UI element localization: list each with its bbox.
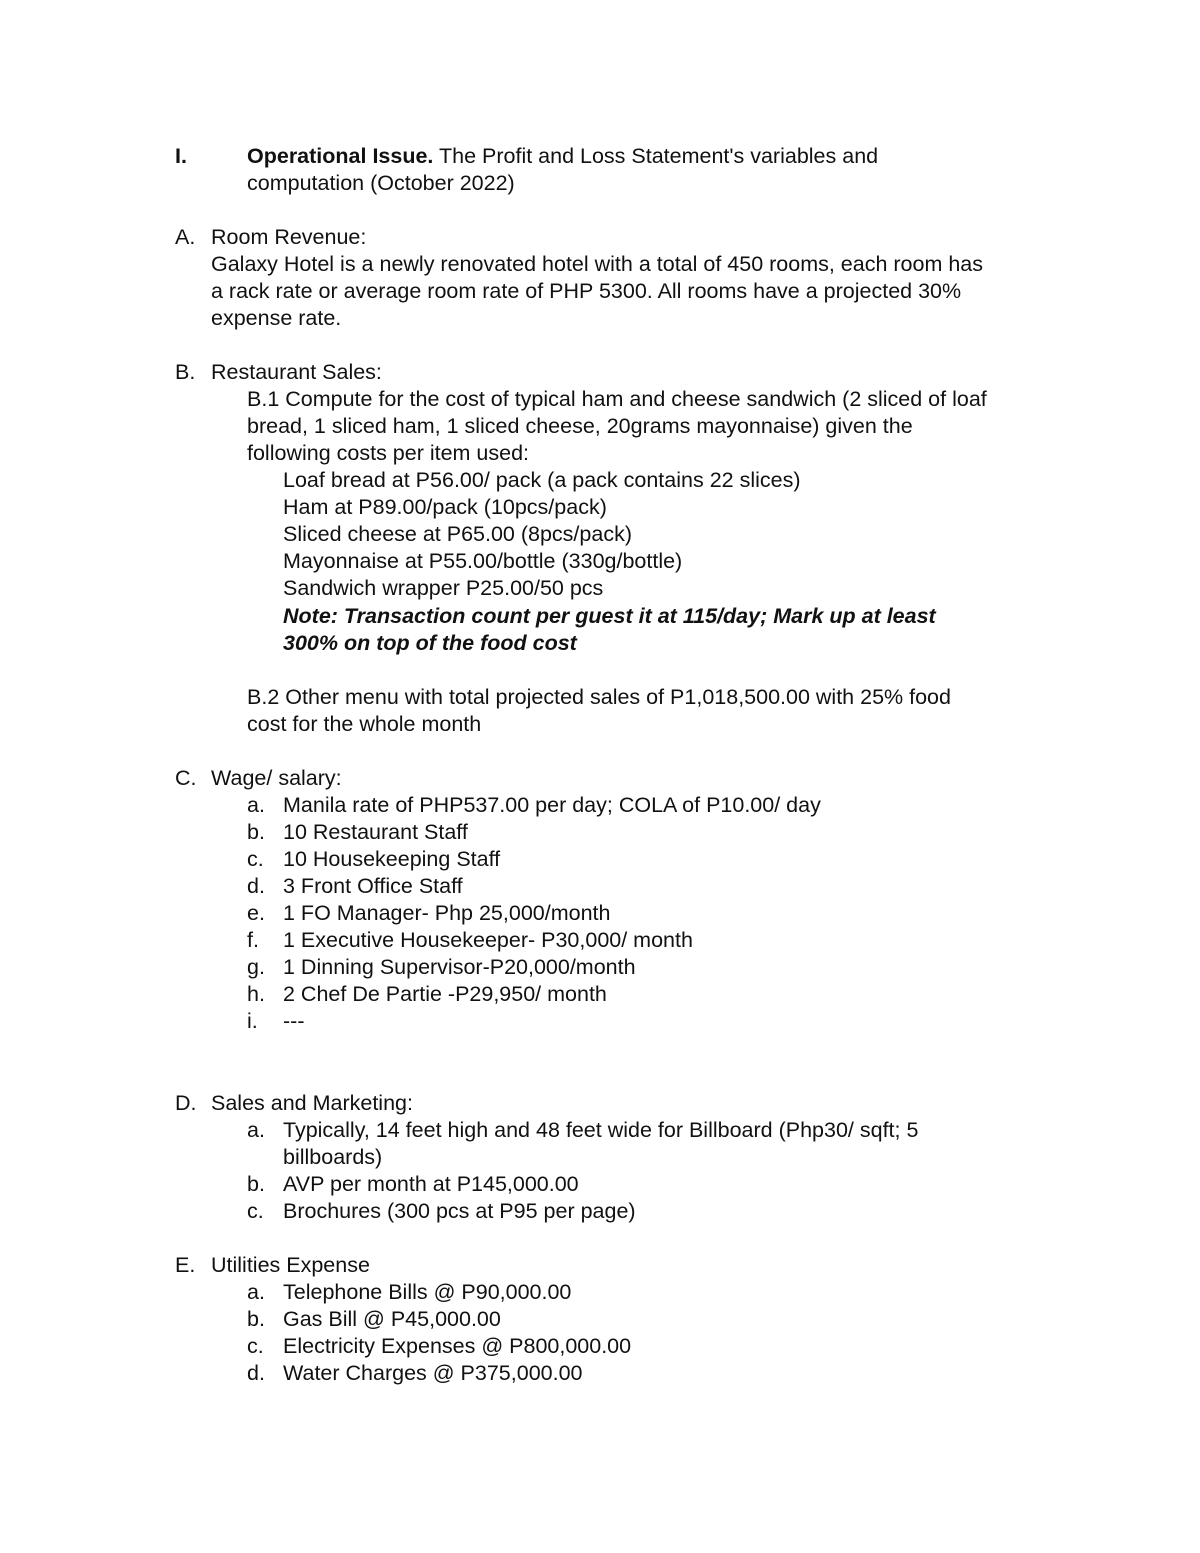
sub-marker: c. — [247, 1199, 264, 1223]
paragraph-line: B.1 Compute for the cost of typical ham and cheese sandwich (2 sliced of loaf — [247, 387, 987, 411]
paragraph-line: cost for the whole month — [247, 712, 482, 736]
restaurant-sales-title: Restaurant Sales: — [211, 360, 382, 384]
note-line: 300% on top of the food cost — [283, 631, 577, 655]
section-title — [247, 143, 878, 170]
list-item: AVP per month at P145,000.00 — [283, 1172, 579, 1196]
sub-marker: a. — [247, 1118, 265, 1142]
note-line: Note: Transaction count per guest it at 115/day; Mark up at least — [283, 604, 936, 628]
sales-marketing-title: Sales and Marketing: — [211, 1091, 413, 1115]
list-item-continuation: billboards) — [283, 1145, 383, 1169]
list-item: Electricity Expenses @ P800,000.00 — [283, 1334, 632, 1358]
list-marker: E. — [175, 1253, 196, 1277]
sub-marker: e. — [247, 901, 265, 925]
sub-marker: c. — [247, 1334, 264, 1358]
sub-marker: c. — [247, 847, 264, 871]
cost-item: Sliced cheese at P65.00 (8pcs/pack) — [283, 522, 632, 546]
section-title-line2: computation (October 2022) — [247, 171, 515, 195]
list-item: 10 Housekeeping Staff — [283, 847, 501, 871]
utilities-expense-title: Utilities Expense — [211, 1253, 370, 1277]
sub-marker: a. — [247, 793, 265, 817]
list-item: 1 FO Manager- Php 25,000/month — [283, 901, 611, 925]
cost-item: Sandwich wrapper P25.00/50 pcs — [283, 576, 604, 600]
sub-marker: b. — [247, 820, 265, 844]
list-item: --- — [283, 1009, 305, 1033]
paragraph-line: a rack rate or average room rate of PHP 5300. All rooms have a projected 30% — [211, 279, 962, 303]
sub-marker: h. — [247, 982, 265, 1006]
list-item: Typically, 14 feet high and 48 feet wide for Billboard (Php30/ sqft; 5 — [283, 1118, 919, 1142]
list-item: 2 Chef De Partie -P29,950/ month — [283, 982, 607, 1006]
list-item: Telephone Bills @ P90,000.00 — [283, 1280, 572, 1304]
list-marker: A. — [175, 225, 196, 249]
sub-marker: i. — [247, 1009, 258, 1033]
list-item: 10 Restaurant Staff — [283, 820, 468, 844]
sub-marker: f. — [247, 928, 259, 952]
section-title-bold: Operational Issue. — [247, 144, 434, 168]
section-marker: I. — [175, 144, 187, 168]
sub-marker: d. — [247, 874, 265, 898]
sub-marker: b. — [247, 1172, 265, 1196]
list-item: 3 Front Office Staff — [283, 874, 463, 898]
room-revenue-title: Room Revenue: — [211, 225, 367, 249]
cost-item: Ham at P89.00/pack (10pcs/pack) — [283, 495, 607, 519]
list-item: 1 Dinning Supervisor-P20,000/month — [283, 955, 636, 979]
paragraph-line: following costs per item used: — [247, 441, 530, 465]
paragraph-line: expense rate. — [211, 306, 342, 330]
list-item: Gas Bill @ P45,000.00 — [283, 1307, 501, 1331]
sub-marker: a. — [247, 1280, 265, 1304]
section-title-rest: The Profit and Loss Statement's variables and — [433, 144, 879, 168]
cost-item: Loaf bread at P56.00/ pack (a pack contains 22 slices) — [283, 468, 801, 492]
list-item: Water Charges @ P375,000.00 — [283, 1361, 583, 1385]
sub-marker: b. — [247, 1307, 265, 1331]
cost-item: Mayonnaise at P55.00/bottle (330g/bottle) — [283, 549, 683, 573]
list-item: Brochures (300 pcs at P95 per page) — [283, 1199, 636, 1223]
sub-marker: g. — [247, 955, 265, 979]
sub-marker: d. — [247, 1361, 265, 1385]
wage-salary-title: Wage/ salary: — [211, 766, 342, 790]
list-marker: B. — [175, 360, 196, 384]
list-item: Manila rate of PHP537.00 per day; COLA of P10.00/ day — [283, 793, 821, 817]
paragraph-line: B.2 Other menu with total projected sales of P1,018,500.00 with 25% food — [247, 685, 951, 709]
list-marker: C. — [175, 766, 197, 790]
paragraph-line: Galaxy Hotel is a newly renovated hotel with a total of 450 rooms, each room has — [211, 252, 984, 276]
paragraph-line: bread, 1 sliced ham, 1 sliced cheese, 20grams mayonnaise) given the — [247, 414, 913, 438]
list-marker: D. — [175, 1091, 197, 1115]
list-item: 1 Executive Housekeeper- P30,000/ month — [283, 928, 693, 952]
